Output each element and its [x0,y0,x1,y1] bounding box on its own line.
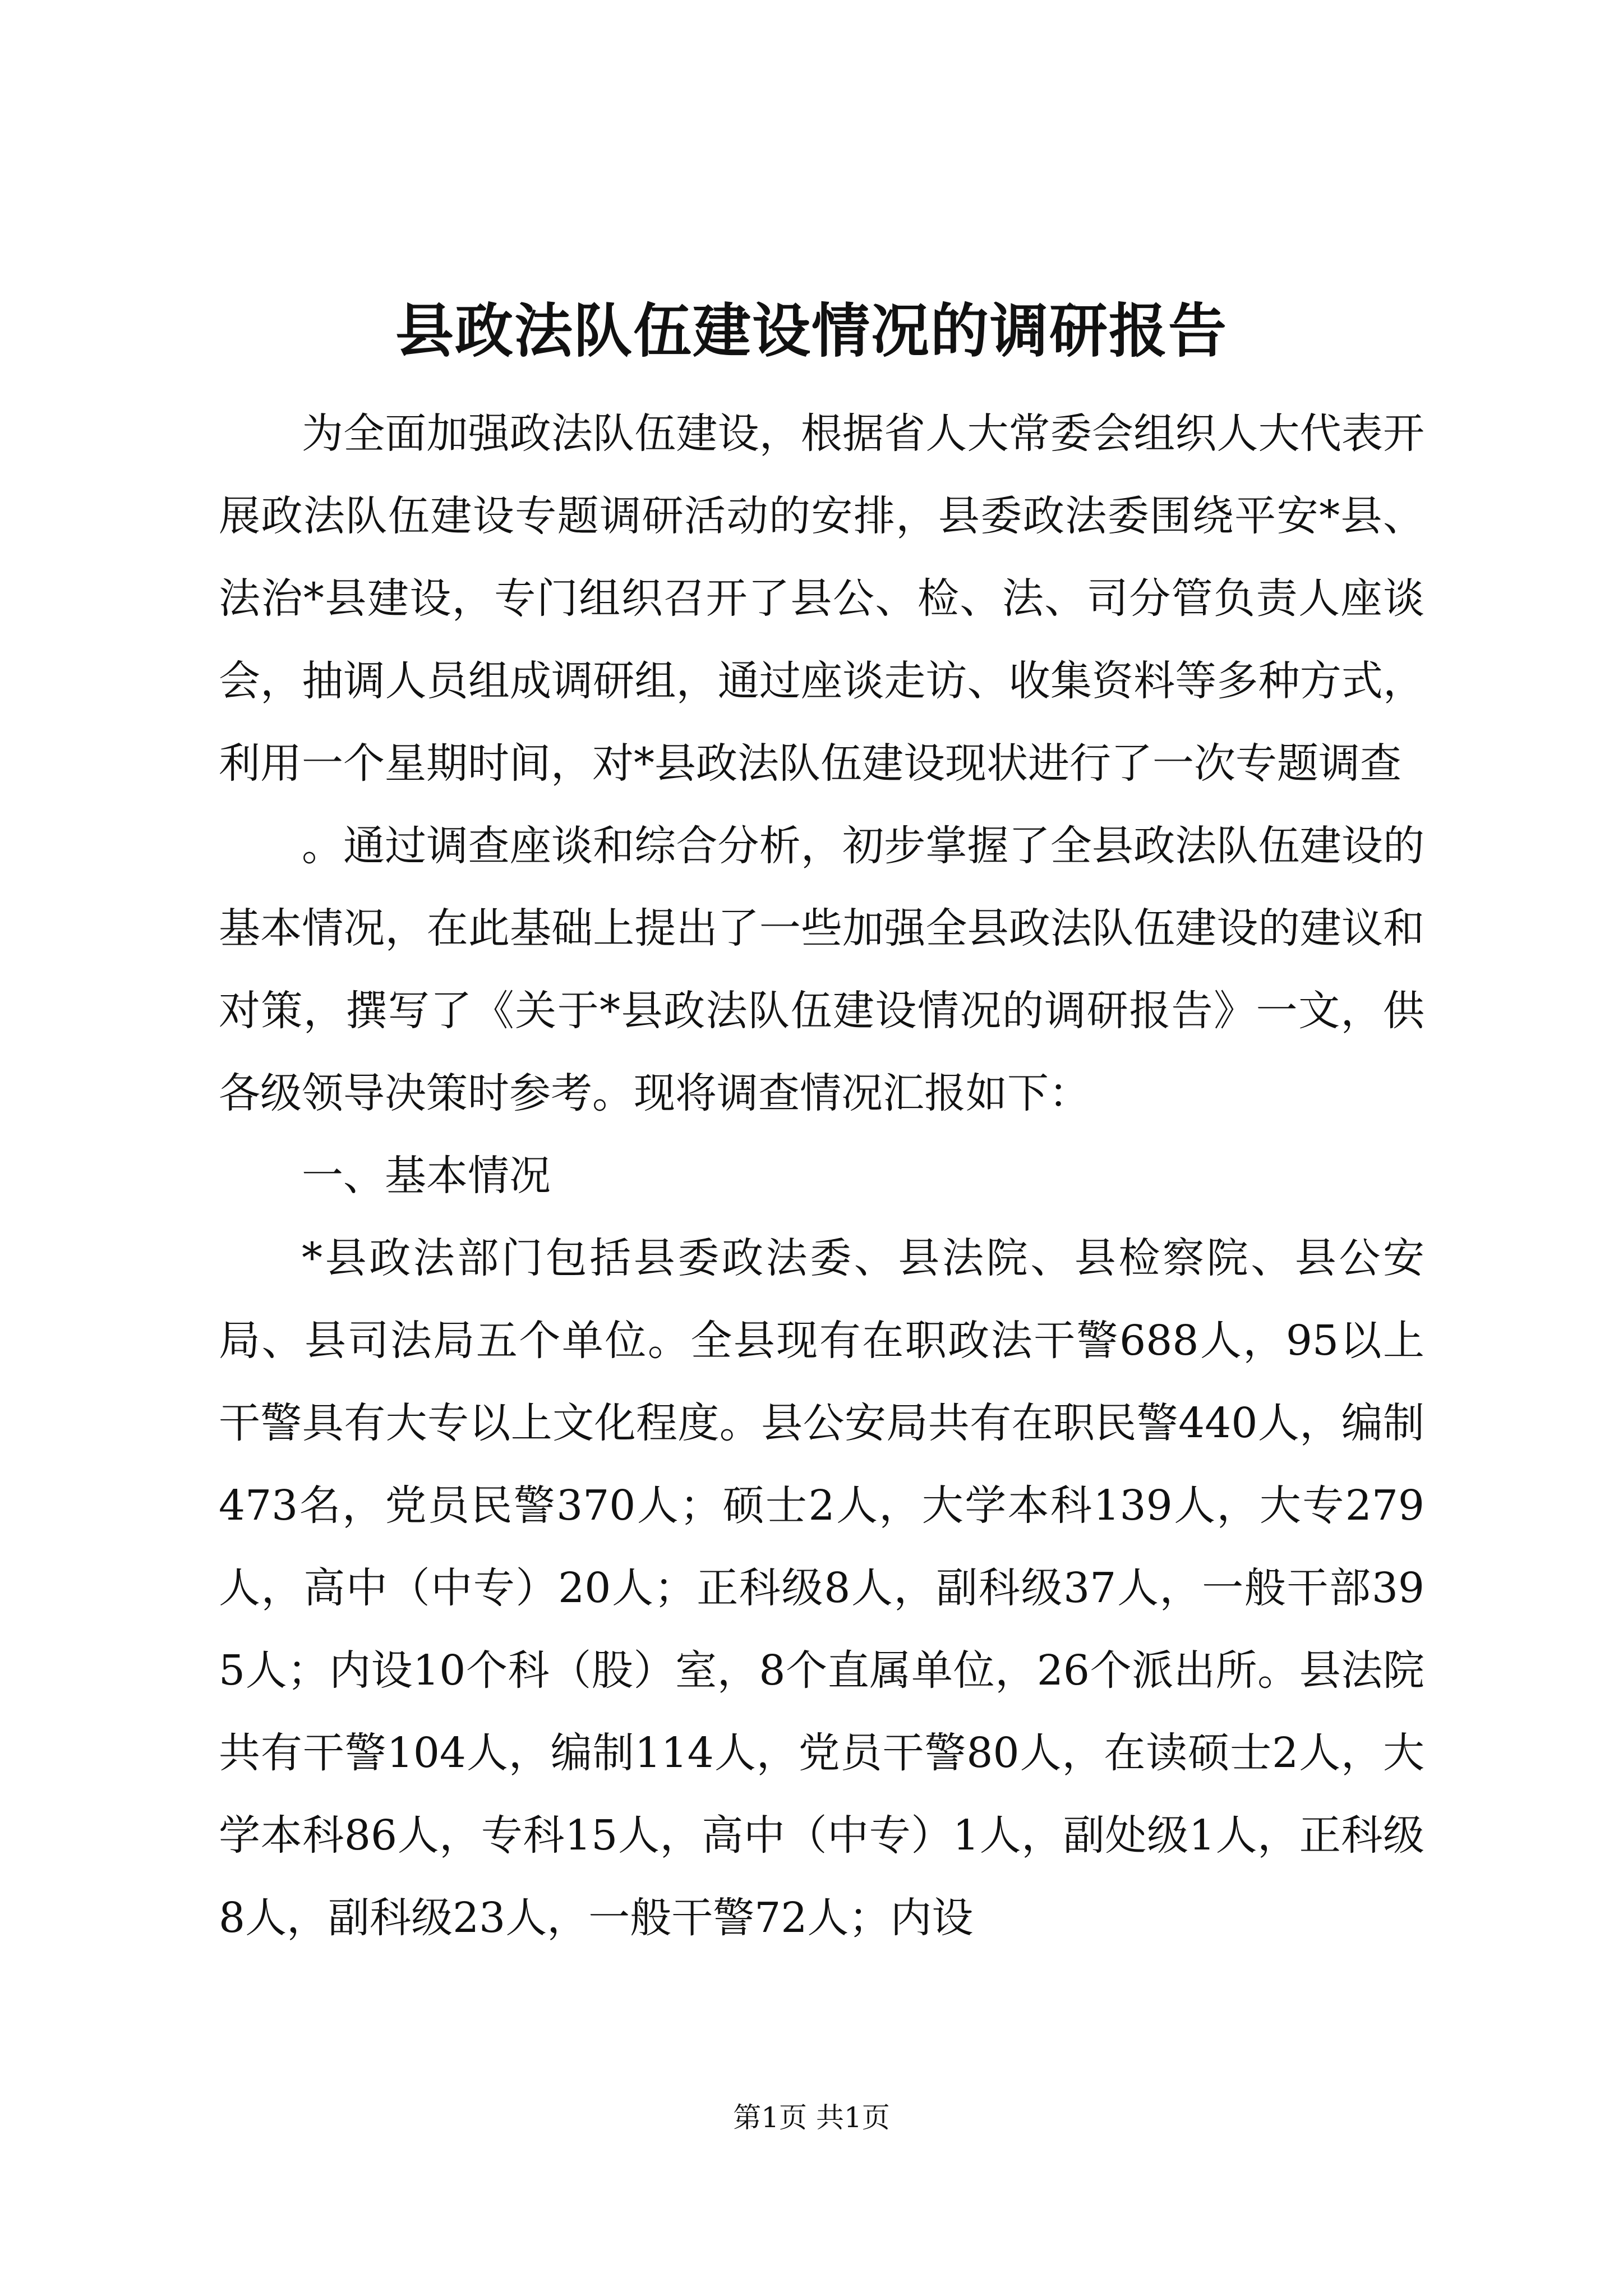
document-title: 县政法队伍建设情况的调研报告 [395,296,1228,365]
paragraph-intro: 为全面加强政法队伍建设，根据省人大常委会组织人大代表开展政法队伍建设专题调研活动的安排，县委政法委围绕平安*县、法治*县建设，专门组织召开了县公、检、法、司分管负责人座谈会，抽调人员组成调研组，通过座谈走访、收集资料等多种方式，利用一个星期时间，对*县政法队伍建设现状进行了一次专题调查 [219,409,1424,788]
paragraph-summary: 。通过调查座谈和综合分析，初步掌握了全县政法队伍建设的基本情况，在此基础上提出了一些加强全县政法队伍建设的建议和对策，撰写了《关于*县政法队伍建设情况的调研报告》一文，供各级领导决策时参考。现将调查情况汇报如下： [219,822,1424,1117]
paragraph-basic-info: *县政法部门包括县委政法委、县法院、县检察院、县公安局、县司法局五个单位。全县现有在职政法干警688人，95以上干警具有大专以上文化程度。县公安局共有在职民警440人，编制473名，党员民警370人；硕士2人，大学本科139人，大专279人，高中（中专）20人；正科级8人，副科级37人，一般干部395人；内设10个科（股）室，8个直属单位，26个派出所。县法院共有干警104人，编制114人，党员干警80人，在读硕士2人，大学本科86人，专科15人，高中（中专）1人，副处级1人，正科级8人，副科级23人，一般干警72人；内设 [219,1234,1424,1942]
section-heading-basic: 一、基本情况 [302,1152,551,1200]
document-body [219,393,1424,1959]
page-footer: 第1页 共1页 [733,2101,890,2134]
